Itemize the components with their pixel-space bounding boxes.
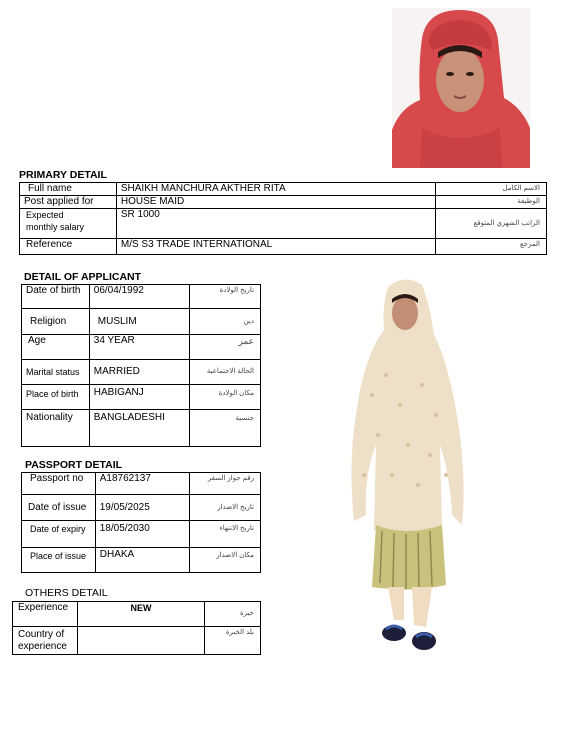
dob-label: Date of birth [22,285,90,309]
issue-place-arabic: مكان الاصدار [190,548,261,573]
nationality-label: Nationality [22,410,90,447]
salary-arabic: الراتب الشهري المتوقع [436,209,547,239]
experience-country-arabic: بلد الخبرة [205,627,261,655]
reference-arabic: المرجع [436,239,547,255]
full-name-arabic: الاسم الكامل [436,183,547,196]
salary-label [20,209,117,239]
passport-detail-table [21,472,261,573]
reference-label: Reference [20,239,117,255]
passport-no-value: A18762137 [95,473,190,495]
expiry-date-label: Date of expiry [22,521,96,548]
primary-detail-title: PRIMARY DETAIL [19,169,107,181]
post-value: HOUSE MAID [116,196,435,209]
issue-place-value: DHAKA [95,548,190,573]
applicant-detail-title: DETAIL OF APPLICANT [24,271,142,283]
experience-label: Experience [13,602,78,627]
table-row [22,473,261,495]
issue-place-label: Place of issue [22,548,96,573]
age-arabic: عمر [190,335,261,360]
table-row [20,183,547,196]
full-body-photo [342,275,468,665]
table-row [20,196,547,209]
table-row [22,285,261,309]
birthplace-label: Place of birth [22,385,90,410]
table-row [13,602,261,627]
marital-label: Marital status [22,360,90,385]
nationality-arabic: جنسية [190,410,261,447]
portrait-photo [392,8,530,168]
experience-arabic: خبرة [205,602,261,627]
table-row [20,209,547,239]
table-row [22,521,261,548]
reference-value: M/S S3 TRADE INTERNATIONAL [116,239,435,255]
age-value: 34 YEAR [89,335,190,360]
salary-label-line1: Expected [26,210,64,220]
experience-country-value [77,627,204,655]
expiry-date-value: 18/05/2030 [95,521,190,548]
table-row [22,360,261,385]
salary-value: SR 1000 [116,209,435,239]
table-row [22,410,261,447]
post-label: Post applied for [20,196,117,209]
issue-date-arabic: تاريخ الاصدار [190,495,261,521]
others-detail-table [12,601,261,655]
table-row [13,627,261,655]
passport-detail-title: PASSPORT DETAIL [25,459,123,471]
experience-country-line2: experience [18,640,67,652]
full-name-value: SHAIKH MANCHURA AKTHER RITA [116,183,435,196]
table-row [22,385,261,410]
passport-no-arabic: رقم جواز السفر [190,473,261,495]
dob-arabic: تاريخ الولادة [190,285,261,309]
table-row [20,239,547,255]
birthplace-value: HABIGANJ [89,385,190,410]
nationality-value: BANGLADESHI [89,410,190,447]
applicant-detail-table [21,284,261,447]
table-row [22,309,261,335]
primary-detail-table [19,182,547,255]
religion-value: MUSLIM [89,309,190,335]
table-row [22,495,261,521]
marital-arabic: الحالة الاجتماعية [190,360,261,385]
issue-date-label: Date of issue [22,495,96,521]
religion-label: Religion [22,309,90,335]
full-name-label: Full name [20,183,117,196]
issue-date-value: 19/05/2025 [95,495,190,521]
table-row [22,548,261,573]
salary-label-line2: monthly salary [26,222,85,232]
experience-country-label [13,627,78,655]
expiry-date-arabic: تاريخ الانتهاء [190,521,261,548]
post-arabic: الوظيفة [436,196,547,209]
passport-no-label: Passport no [22,473,96,495]
age-label: Age [22,335,90,360]
others-detail-title: OTHERS DETAIL [25,587,108,599]
marital-value: MARRIED [89,360,190,385]
experience-country-line1: Country of [18,628,65,640]
table-row [22,335,261,360]
dob-value: 06/04/1992 [89,285,190,309]
religion-arabic: دين [190,309,261,335]
birthplace-arabic: مكان الولادة [190,385,261,410]
experience-value: NEW [77,602,204,627]
